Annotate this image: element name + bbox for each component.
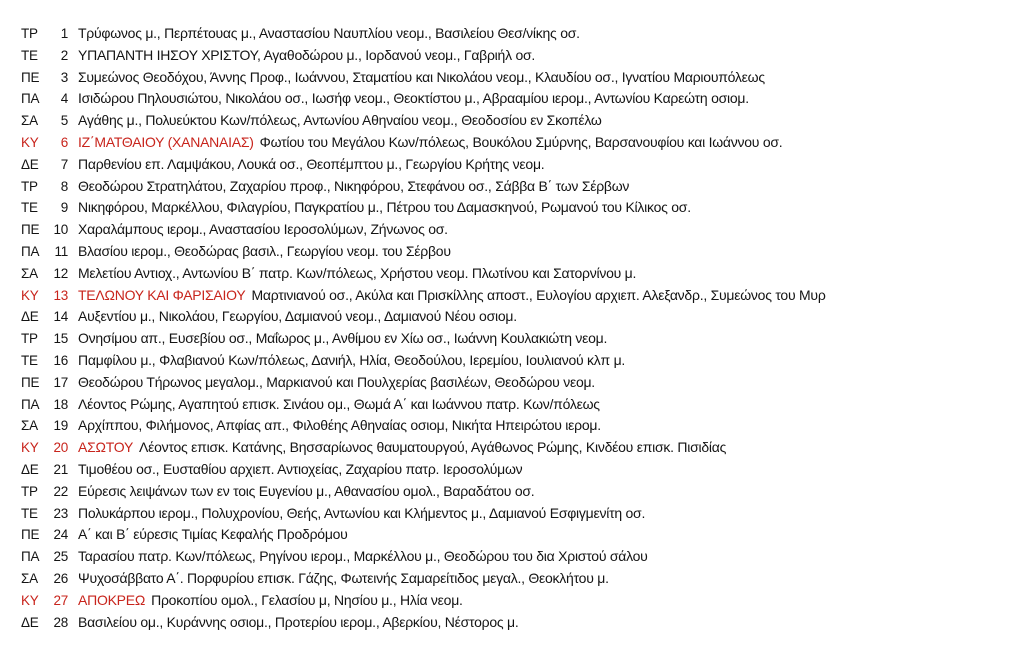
day-of-week: ΠΕ <box>21 69 40 85</box>
saints-list: Βλασίου ιερομ., Θεοδώρας βασιλ., Γεωργίου νεομ. του Σέρβου <box>78 242 451 259</box>
day-number: 15 <box>53 331 68 347</box>
day-number: 5 <box>60 113 68 129</box>
day-of-week: ΤΕ <box>21 47 38 63</box>
calendar-row <box>21 199 1021 221</box>
calendar-row <box>21 396 1021 418</box>
calendar-row <box>21 112 1021 134</box>
saints-list: Συμεώνος Θεοδόχου, Άννης Προφ., Ιωάννου, Σταματίου και Νικολάου νεομ., Κλαυδίου οσ., Ιγνατίου Μαριουπόλεως <box>78 68 765 85</box>
calendar-row <box>21 156 1021 178</box>
saints-list: Αρχίππου, Φιλήμονος, Απφίας απ., Φιλοθέης Αθηναίας οσιομ, Νικήτα Ηπειρώτου ιερομ. <box>78 417 601 434</box>
day-of-week: ΚΥ <box>21 287 39 303</box>
saints-list: Τρύφωνος μ., Περπέτουας μ., Αναστασίου Ναυπλίου νεομ., Βασιλείου Θεσ/νίκης οσ. <box>78 25 580 41</box>
saints-list: Μαρτινιανού οσ., Ακύλα και Πρισκίλλης αποστ., Ευλογίου αρχιεπ. Αλεξανδρ., Συμεώνος του Μυρ <box>251 286 826 303</box>
day-of-week: ΠΑ <box>21 91 40 107</box>
day-of-week: ΣΑ <box>21 570 38 586</box>
day-number: 25 <box>53 549 68 565</box>
saints-list: Ταρασίου πατρ. Κων/πόλεως, Ρηγίνου ιερομ., Μαρκέλλου μ., Θεοδώρου του δια Χριστού σάλου <box>78 548 648 565</box>
day-number: 3 <box>60 69 68 85</box>
saints-list: Θεοδώρου Τήρωνος μεγαλομ., Μαρκιανού και Πουλχερίας βασιλέων, Θεοδώρου νεομ. <box>78 373 595 390</box>
saints-list: Θεοδώρου Στρατηλάτου, Ζαχαρίου προφ., Νικηφόρου, Στεφάνου οσ., Σάββα Β΄ των Σέρβων <box>78 177 630 194</box>
saints-list: Βασιλείου ομ., Κυράννης οσιομ., Προτερίου ιερομ., Αβερκίου, Νέστορος μ. <box>78 613 519 630</box>
feast-name: ΑΣΩΤΟΥ <box>78 439 134 456</box>
day-number: 12 <box>53 265 68 281</box>
day-of-week: ΤΡ <box>21 331 38 347</box>
calendar-row <box>21 287 1021 309</box>
day-number: 2 <box>60 47 68 63</box>
saints-list: Μελετίου Αντιοχ., Αντωνίου Β΄ πατρ. Κων/πόλεως, Χρήστου νεομ. Πλωτίνου και Σατορνίνου μ. <box>78 264 637 281</box>
calendar-row <box>21 374 1021 396</box>
day-number: 6 <box>60 134 68 150</box>
day-of-week: ΠΑ <box>21 396 40 412</box>
saints-list: Αγάθης μ., Πολυεύκτου Κων/πόλεως, Αντωνίου Αθηναίου νεομ., Θεοδοσίου εν Σκοπέλω <box>78 112 602 129</box>
saints-list: Παμφίλου μ., Φλαβιανού Κων/πόλεως, Δανιήλ, Ηλία, Θεοδούλου, Ιερεμίου, Ιουλιανού κλπ μ. <box>78 351 626 368</box>
calendar-row <box>21 526 1021 548</box>
saints-list: Ονησίμου απ., Ευσεβίου οσ., Μαΐωρος μ., Ανθίμου εν Χίω οσ., Ιωάννη Κουλακιώτη νεομ. <box>78 330 608 347</box>
saints-list: Λέοντος επισκ. Κατάνης, Βησσαρίωνος θαυματουργού, Αγάθωνος Ρώμης, Κινδέου επισκ. Πισιδίας <box>139 439 727 456</box>
day-of-week: ΣΑ <box>21 418 38 434</box>
saints-calendar-list <box>21 25 1021 635</box>
saints-list: Νικηφόρου, Μαρκέλλου, Φιλαγρίου, Παγκρατίου μ., Πέτρου του Δαμασκηνού, Ρωμανού του Κίλικος οσ. <box>78 199 691 216</box>
day-number: 24 <box>53 527 68 543</box>
saints-list: Πολυκάρπου ιερομ., Πολυχρονίου, Θεής, Αντωνίου και Κλήμεντος μ., Δαμιανού Εσφιγμενίτη οσ. <box>78 504 646 521</box>
day-number: 22 <box>53 483 68 499</box>
day-number: 28 <box>53 614 68 630</box>
calendar-row <box>21 47 1021 69</box>
day-of-week: ΚΥ <box>21 134 39 150</box>
calendar-row <box>21 483 1021 505</box>
feast-name: ΙΖ΄ΜΑΤΘΑΙΟΥ (ΧΑΝΑΝΑΙΑΣ) <box>78 133 254 150</box>
day-number: 8 <box>60 178 68 194</box>
day-number: 7 <box>60 156 68 172</box>
day-number: 4 <box>60 91 68 107</box>
calendar-row <box>21 134 1021 156</box>
day-of-week: ΤΕ <box>21 352 38 368</box>
day-number: 13 <box>53 287 68 303</box>
calendar-row <box>21 90 1021 112</box>
day-of-week: ΠΑ <box>21 549 40 565</box>
saints-list: Αυξεντίου μ., Νικολάου, Γεωργίου, Δαμιανού νεομ., Δαμιανού Νέου οσιομ. <box>78 308 517 325</box>
day-of-week: ΔΕ <box>21 156 39 172</box>
feast-name: ΤΕΛΩΝΟΥ ΚΑΙ ΦΑΡΙΣΑΙΟΥ <box>78 286 246 303</box>
saints-list: Λέοντος Ρώμης, Αγαπητού επισκ. Σινάου ομ., Θωμά Α΄ και Ιωάννου πατρ. Κων/πόλεως <box>78 395 600 412</box>
calendar-row <box>21 308 1021 330</box>
day-of-week: ΣΑ <box>21 113 38 129</box>
saints-list: Φωτίου του Μεγάλου Κων/πόλεως, Βουκόλου Σμύρνης, Βαρσανουφίου και Ιωάννου οσ. <box>259 133 783 150</box>
saints-list: Εύρεσις λειψάνων των εν τοις Ευγενίου μ., Αθανασίου ομολ., Βαραδάτου οσ. <box>78 482 535 499</box>
calendar-row <box>21 330 1021 352</box>
day-number: 20 <box>53 440 68 456</box>
calendar-row <box>21 570 1021 592</box>
day-number: 21 <box>53 461 68 477</box>
calendar-row <box>21 265 1021 287</box>
saints-list: Χαραλάμπους ιερομ., Αναστασίου Ιεροσολύμων, Ζήνωνος οσ. <box>78 221 448 238</box>
saints-list: Α΄ και Β΄ εύρεσις Τιμίας Κεφαλής Προδρόμου <box>78 526 348 543</box>
day-of-week: ΤΡ <box>21 26 38 41</box>
day-number: 14 <box>53 309 68 325</box>
feast-name: ΑΠΟΚΡΕΩ <box>78 591 146 608</box>
day-of-week: ΔΕ <box>21 614 39 630</box>
calendar-row <box>21 243 1021 265</box>
calendar-row <box>21 548 1021 570</box>
calendar-row <box>21 69 1021 91</box>
day-number: 10 <box>53 222 68 238</box>
day-number: 23 <box>53 505 68 521</box>
day-number: 19 <box>53 418 68 434</box>
calendar-row <box>21 417 1021 439</box>
day-number: 9 <box>60 200 68 216</box>
saints-list: Ψυχοσάββατο Α΄. Πορφυρίου επισκ. Γάζης, Φωτεινής Σαμαρείτιδος μεγαλ., Θεοκλήτου μ. <box>78 569 609 586</box>
day-of-week: ΠΕ <box>21 222 40 238</box>
day-of-week: ΤΡ <box>21 178 38 194</box>
calendar-row <box>21 505 1021 527</box>
day-of-week: ΣΑ <box>21 265 38 281</box>
calendar-row <box>21 439 1021 461</box>
day-of-week: ΚΥ <box>21 592 39 608</box>
day-of-week: ΚΥ <box>21 440 39 456</box>
saints-list: Προκοπίου ομολ., Γελασίου μ, Νησίου μ., Ηλία νεομ. <box>151 591 463 608</box>
saints-list: Παρθενίου επ. Λαμψάκου, Λουκά οσ., Θεοπέμπτου μ., Γεωργίου Κρήτης νεομ. <box>78 155 545 172</box>
day-number: 11 <box>54 243 68 259</box>
calendar-row <box>21 614 1021 636</box>
calendar-row <box>21 352 1021 374</box>
saints-list: Ισιδώρου Πηλουσιώτου, Νικολάου οσ., Ιωσήφ νεομ., Θεοκτίστου μ., Αβρααμίου ιερομ., Αντωνίου Καρεώτη οσιομ. <box>78 90 749 107</box>
day-of-week: ΠΑ <box>21 243 40 259</box>
calendar-row <box>21 592 1021 614</box>
day-of-week: ΠΕ <box>21 527 40 543</box>
day-of-week: ΤΕ <box>21 505 38 521</box>
day-number: 26 <box>53 570 68 586</box>
saints-list: Τιμοθέου οσ., Ευσταθίου αρχιεπ. Αντιοχείας, Ζαχαρίου πατρ. Ιεροσολύμων <box>78 460 523 477</box>
day-of-week: ΠΕ <box>21 374 40 390</box>
saints-list: ΥΠΑΠΑΝΤΗ ΙΗΣΟΥ ΧΡΙΣΤΟΥ, Αγαθοδώρου μ., Ιορδανού νεομ., Γαβριήλ οσ. <box>78 46 536 63</box>
day-of-week: ΔΕ <box>21 461 39 477</box>
day-number: 27 <box>53 592 68 608</box>
calendar-row <box>21 221 1021 243</box>
day-number: 17 <box>53 374 68 390</box>
day-of-week: ΤΡ <box>21 483 38 499</box>
day-of-week: ΤΕ <box>21 200 38 216</box>
day-of-week: ΔΕ <box>21 309 39 325</box>
day-number: 18 <box>53 396 68 412</box>
calendar-row <box>21 25 1021 47</box>
calendar-row <box>21 461 1021 483</box>
calendar-row <box>21 178 1021 200</box>
day-number: 16 <box>53 352 68 368</box>
day-number: 1 <box>60 26 68 41</box>
